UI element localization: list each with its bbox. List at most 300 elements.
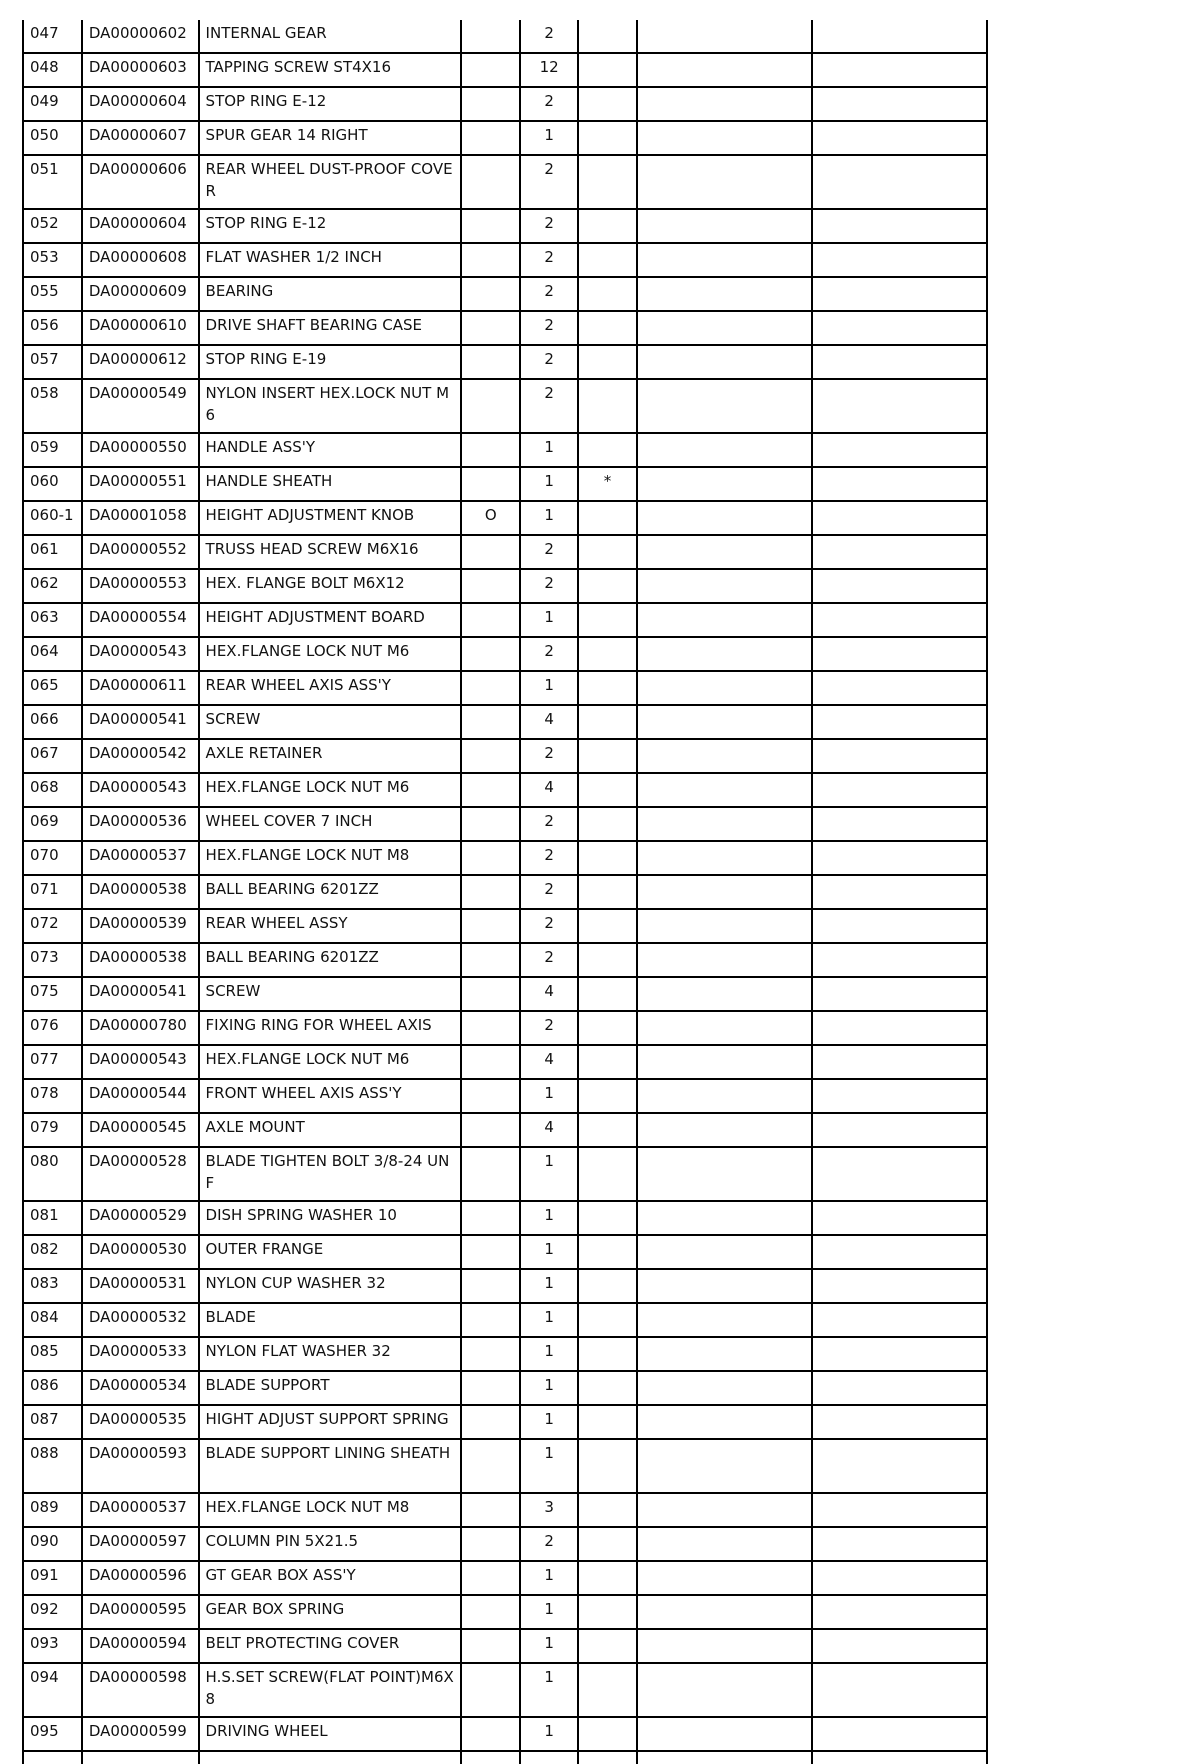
blank-cell [812,1751,987,1764]
table-row [23,1147,987,1201]
table-row [23,569,987,603]
item-number-cell: 091 [23,1561,82,1595]
description-cell: SCREW [199,977,462,1011]
mark-cell [461,1337,520,1371]
blank-cell [637,467,813,501]
note-cell [578,705,637,739]
blank-cell [812,1337,987,1371]
note-cell [578,909,637,943]
note-cell [578,1045,637,1079]
table-row [23,603,987,637]
mark-cell [461,807,520,841]
mark-cell [461,467,520,501]
blank-cell [23,1751,82,1764]
quantity-cell: 4 [520,705,578,739]
blank-cell [637,1371,813,1405]
blank-cell [812,277,987,311]
part-number-cell: DA00000532 [82,1303,199,1337]
blank-cell [637,501,813,535]
mark-cell [461,535,520,569]
note-cell [578,1011,637,1045]
blank-cell [812,379,987,433]
description-cell: FRONT WHEEL AXIS ASS'Y [199,1079,462,1113]
item-number-cell: 088 [23,1439,82,1493]
quantity-cell: 2 [520,569,578,603]
note-cell [578,1439,637,1493]
description-cell: HEX.FLANGE LOCK NUT M6 [199,637,462,671]
item-number-cell: 065 [23,671,82,705]
table-row [23,345,987,379]
table-row [23,209,987,243]
part-number-cell: DA00000604 [82,87,199,121]
description-cell: NYLON FLAT WASHER 32 [199,1337,462,1371]
table-row [23,1371,987,1405]
item-number-cell: 066 [23,705,82,739]
quantity-cell: 1 [520,1595,578,1629]
description-cell: HEX.FLANGE LOCK NUT M6 [199,1045,462,1079]
item-number-cell: 081 [23,1201,82,1235]
part-number-cell: DA00000554 [82,603,199,637]
table-row [23,1011,987,1045]
note-cell [578,209,637,243]
blank-cell [812,977,987,1011]
item-number-cell: 093 [23,1629,82,1663]
blank-cell [82,1751,199,1764]
item-number-cell: 060-1 [23,501,82,535]
part-number-cell: DA00000596 [82,1561,199,1595]
quantity-cell: 1 [520,1079,578,1113]
note-cell [578,1493,637,1527]
blank-cell [812,909,987,943]
part-number-cell: DA00000597 [82,1527,199,1561]
description-cell: BALL BEARING 6201ZZ [199,875,462,909]
item-number-cell: 084 [23,1303,82,1337]
quantity-cell: 12 [520,53,578,87]
item-number-cell: 073 [23,943,82,977]
quantity-cell: 1 [520,1201,578,1235]
part-number-cell: DA00000612 [82,345,199,379]
mark-cell [461,909,520,943]
item-number-cell: 050 [23,121,82,155]
mark-cell [461,1629,520,1663]
item-number-cell: 061 [23,535,82,569]
blank-cell [812,243,987,277]
blank-cell [812,773,987,807]
blank-cell [637,773,813,807]
blank-cell [812,1011,987,1045]
part-number-cell: DA00000604 [82,209,199,243]
note-cell [578,875,637,909]
note-cell [578,501,637,535]
note-cell [578,1629,637,1663]
part-number-cell: DA00000541 [82,705,199,739]
note-cell [578,1147,637,1201]
table-row [23,1079,987,1113]
blank-cell [812,1439,987,1493]
quantity-cell: 2 [520,345,578,379]
blank-cell [637,379,813,433]
note-cell [578,1113,637,1147]
note-cell [578,379,637,433]
quantity-cell: 1 [520,671,578,705]
item-number-cell: 063 [23,603,82,637]
quantity-cell: 2 [520,277,578,311]
note-cell [578,1561,637,1595]
blank-cell [637,277,813,311]
table-row [23,1629,987,1663]
table-row [23,1561,987,1595]
part-number-cell: DA00000534 [82,1371,199,1405]
quantity-cell: 1 [520,433,578,467]
part-number-cell: DA00000610 [82,311,199,345]
description-cell: REAR WHEEL DUST-PROOF COVER [199,155,462,209]
blank-cell [637,1269,813,1303]
mark-cell [461,1045,520,1079]
blank-cell [637,739,813,773]
description-cell: FIXING RING FOR WHEEL AXIS [199,1011,462,1045]
blank-cell [637,807,813,841]
blank-cell [637,1147,813,1201]
description-cell: REAR WHEEL ASSY [199,909,462,943]
blank-cell [812,1595,987,1629]
quantity-cell: 2 [520,637,578,671]
blank-cell [637,1439,813,1493]
blank-cell [637,1079,813,1113]
parts-table-body [23,20,987,1764]
blank-cell [637,433,813,467]
blank-cell [812,1561,987,1595]
item-number-cell: 058 [23,379,82,433]
table-row [23,1235,987,1269]
table-row [23,535,987,569]
description-cell: BLADE [199,1303,462,1337]
description-cell: BLADE TIGHTEN BOLT 3/8-24 UNF [199,1147,462,1201]
quantity-cell: 1 [520,1147,578,1201]
part-number-cell: DA00000550 [82,433,199,467]
blank-cell [812,671,987,705]
blank-cell [637,1303,813,1337]
quantity-cell: 2 [520,209,578,243]
description-cell: AXLE MOUNT [199,1113,462,1147]
quantity-cell: 1 [520,467,578,501]
part-number-cell: DA00000539 [82,909,199,943]
description-cell: STOP RING E-19 [199,345,462,379]
blank-cell [637,671,813,705]
item-number-cell: 060 [23,467,82,501]
part-number-cell: DA00000542 [82,739,199,773]
item-number-cell: 051 [23,155,82,209]
description-cell: WHEEL COVER 7 INCH [199,807,462,841]
blank-cell [812,1527,987,1561]
blank-cell [637,1561,813,1595]
table-row [23,1717,987,1751]
blank-cell [812,433,987,467]
part-number-cell: DA00000538 [82,875,199,909]
quantity-cell: 1 [520,1439,578,1493]
mark-cell [461,345,520,379]
blank-cell [637,1405,813,1439]
mark-cell [461,1079,520,1113]
note-cell [578,977,637,1011]
blank-cell [637,535,813,569]
blank-cell [637,1235,813,1269]
table-row [23,501,987,535]
table-row [23,1337,987,1371]
blank-cell [637,311,813,345]
blank-cell [812,1371,987,1405]
table-row [23,875,987,909]
blank-cell [637,569,813,603]
note-cell [578,1405,637,1439]
item-number-cell: 082 [23,1235,82,1269]
mark-cell [461,1493,520,1527]
quantity-cell: 2 [520,1011,578,1045]
mark-cell [461,705,520,739]
note-cell: * [578,467,637,501]
description-cell: GEAR BOX SPRING [199,1595,462,1629]
note-cell [578,345,637,379]
item-number-cell: 064 [23,637,82,671]
item-number-cell: 053 [23,243,82,277]
mark-cell [461,671,520,705]
blank-cell [637,943,813,977]
part-number-cell: DA00000543 [82,1045,199,1079]
note-cell [578,277,637,311]
quantity-cell: 2 [520,875,578,909]
note-cell [578,121,637,155]
mark-cell [461,433,520,467]
description-cell: COLUMN PIN 5X21.5 [199,1527,462,1561]
blank-cell [637,841,813,875]
description-cell: HANDLE ASS'Y [199,433,462,467]
blank-cell [812,1269,987,1303]
description-cell: NYLON CUP WASHER 32 [199,1269,462,1303]
item-number-cell: 062 [23,569,82,603]
note-cell [578,53,637,87]
note-cell [578,1595,637,1629]
quantity-cell: 3 [520,1493,578,1527]
item-number-cell: 079 [23,1113,82,1147]
part-number-cell: DA00000595 [82,1595,199,1629]
description-cell: BLADE SUPPORT LINING SHEATH [199,1439,462,1493]
item-number-cell: 087 [23,1405,82,1439]
mark-cell [461,1527,520,1561]
item-number-cell: 052 [23,209,82,243]
part-number-cell: DA00001058 [82,501,199,535]
mark-cell [461,875,520,909]
blank-cell [812,1629,987,1663]
quantity-cell: 4 [520,977,578,1011]
blank-cell [812,807,987,841]
table-row [23,155,987,209]
blank-cell [637,20,813,53]
item-number-cell: 090 [23,1527,82,1561]
table-row [23,243,987,277]
item-number-cell: 071 [23,875,82,909]
blank-cell [812,1663,987,1717]
note-cell [578,243,637,277]
item-number-cell: 077 [23,1045,82,1079]
mark-cell [461,1235,520,1269]
description-cell: INTERNAL GEAR [199,20,462,53]
blank-cell [637,637,813,671]
mark-cell [461,1663,520,1717]
part-number-cell: DA00000529 [82,1201,199,1235]
note-cell [578,841,637,875]
item-number-cell: 085 [23,1337,82,1371]
quantity-cell: 2 [520,243,578,277]
description-cell: DRIVE SHAFT BEARING CASE [199,311,462,345]
continued-row-stub [23,1751,987,1764]
note-cell [578,1201,637,1235]
mark-cell [461,243,520,277]
note-cell [578,1079,637,1113]
table-row [23,1303,987,1337]
blank-cell [812,1045,987,1079]
blank-cell [578,1751,637,1764]
table-row [23,379,987,433]
note-cell [578,1663,637,1717]
blank-cell [637,875,813,909]
part-number-cell: DA00000533 [82,1337,199,1371]
quantity-cell: 2 [520,87,578,121]
table-row [23,1405,987,1439]
table-row [23,1595,987,1629]
mark-cell [461,311,520,345]
item-number-cell: 092 [23,1595,82,1629]
table-row [23,1663,987,1717]
item-number-cell: 047 [23,20,82,53]
quantity-cell: 1 [520,121,578,155]
quantity-cell: 2 [520,909,578,943]
description-cell: STOP RING E-12 [199,87,462,121]
item-number-cell: 076 [23,1011,82,1045]
description-cell: BLADE SUPPORT [199,1371,462,1405]
mark-cell [461,841,520,875]
item-number-cell: 070 [23,841,82,875]
note-cell [578,739,637,773]
description-cell: H.S.SET SCREW(FLAT POINT)M6X8 [199,1663,462,1717]
mark-cell [461,739,520,773]
item-number-cell: 083 [23,1269,82,1303]
blank-cell [637,1663,813,1717]
part-number-cell: DA00000607 [82,121,199,155]
table-row [23,1201,987,1235]
item-number-cell: 080 [23,1147,82,1201]
description-cell: BELT PROTECTING COVER [199,1629,462,1663]
item-number-cell: 048 [23,53,82,87]
blank-cell [812,1405,987,1439]
blank-cell [199,1751,462,1764]
mark-cell [461,277,520,311]
mark-cell [461,1011,520,1045]
quantity-cell: 1 [520,1303,578,1337]
description-cell: HEIGHT ADJUSTMENT KNOB [199,501,462,535]
item-number-cell: 055 [23,277,82,311]
mark-cell: O [461,501,520,535]
description-cell: TAPPING SCREW ST4X16 [199,53,462,87]
mark-cell [461,1717,520,1751]
blank-cell [637,87,813,121]
blank-cell [812,20,987,53]
item-number-cell: 075 [23,977,82,1011]
mark-cell [461,1269,520,1303]
description-cell: GT GEAR BOX ASS'Y [199,1561,462,1595]
description-cell: HEX. FLANGE BOLT M6X12 [199,569,462,603]
part-number-cell: DA00000531 [82,1269,199,1303]
blank-cell [461,1751,520,1764]
table-row [23,705,987,739]
mark-cell [461,209,520,243]
mark-cell [461,1405,520,1439]
description-cell: HEX.FLANGE LOCK NUT M8 [199,1493,462,1527]
mark-cell [461,1561,520,1595]
blank-cell [812,841,987,875]
note-cell [578,637,637,671]
blank-cell [812,1079,987,1113]
quantity-cell: 2 [520,379,578,433]
note-cell [578,87,637,121]
part-number-cell: DA00000599 [82,1717,199,1751]
blank-cell [812,311,987,345]
part-number-cell: DA00000536 [82,807,199,841]
part-number-cell: DA00000528 [82,1147,199,1201]
blank-cell [637,1717,813,1751]
item-number-cell: 086 [23,1371,82,1405]
part-number-cell: DA00000611 [82,671,199,705]
part-number-cell: DA00000549 [82,379,199,433]
quantity-cell: 2 [520,20,578,53]
part-number-cell: DA00000538 [82,943,199,977]
description-cell: DRIVING WHEEL [199,1717,462,1751]
blank-cell [812,637,987,671]
part-number-cell: DA00000594 [82,1629,199,1663]
description-cell: BEARING [199,277,462,311]
note-cell [578,943,637,977]
blank-cell [637,977,813,1011]
mark-cell [461,1201,520,1235]
table-row [23,1493,987,1527]
item-number-cell: 068 [23,773,82,807]
quantity-cell: 2 [520,943,578,977]
mark-cell [461,1595,520,1629]
note-cell [578,671,637,705]
blank-cell [520,1751,578,1764]
quantity-cell: 1 [520,603,578,637]
table-row [23,807,987,841]
table-row [23,1527,987,1561]
table-row [23,121,987,155]
blank-cell [812,121,987,155]
part-number-cell: DA00000593 [82,1439,199,1493]
blank-cell [812,739,987,773]
table-row [23,1045,987,1079]
blank-cell [637,155,813,209]
mark-cell [461,603,520,637]
blank-cell [812,1147,987,1201]
blank-cell [812,345,987,379]
item-number-cell: 059 [23,433,82,467]
blank-cell [637,243,813,277]
mark-cell [461,773,520,807]
blank-cell [812,569,987,603]
description-cell: BALL BEARING 6201ZZ [199,943,462,977]
part-number-cell: DA00000543 [82,773,199,807]
table-row [23,53,987,87]
blank-cell [812,1303,987,1337]
mark-cell [461,943,520,977]
mark-cell [461,1303,520,1337]
